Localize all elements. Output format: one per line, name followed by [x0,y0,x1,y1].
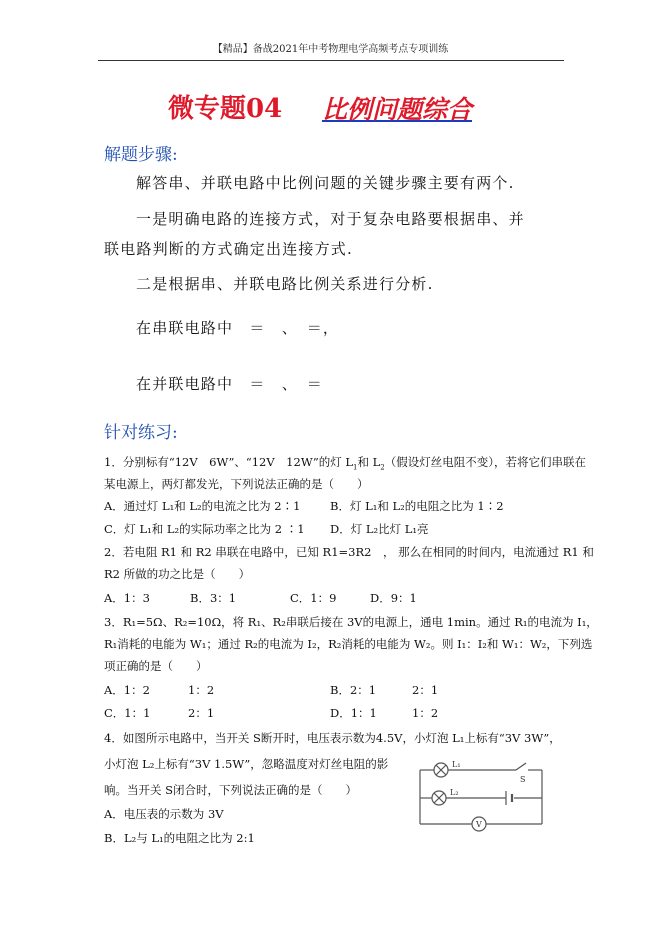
q4-stem-line-1: 4．如图所示电路中，当开关 S断开时，电压表示数为4.5V，小灯泡 L₁上标有“3V 3W”， [104,731,561,745]
q4-option-a: A．电压表的示数为 3V [104,807,224,821]
switch-icon [516,763,526,770]
q1-option-a: A．通过灯 L₁和 L₂的电流之比为 2∶1 [104,499,301,513]
q4-stem-line-3: 响。当开关 S闭合时，下列说法正确的是（ ） [104,783,358,797]
q3-option-b-second: 2：1 [412,683,439,697]
q1-option-c: C．灯 L₁和 L₂的实际功率之比为 2 ∶1 [104,522,305,536]
q2-option-a: A．1：3 [104,591,150,605]
circuit-label-s: S [520,775,526,784]
q2-option-d: D．9：1 [370,591,417,605]
steps-paragraph-2b: 联电路判断的方式确定出连接方式. [104,240,353,258]
page-subtitle: 比例问题综合 [322,95,473,124]
q3-option-c-second: 2：1 [188,706,215,720]
q4-stem-line-2: 小灯泡 L₂上标有“3V 1.5W”，忽略温度对灯丝电阻的影 [104,757,389,771]
circuit-label-l1: L₁ [452,760,461,769]
q1-stem-line-2: 某电源上，两灯都发光，下列说法正确的是（ ） [104,477,369,491]
steps-heading: 解题步骤: [104,145,178,165]
q3-option-a-second: 1：2 [188,683,215,697]
steps-paragraph-2a: 一是明确电路的连接方式，对于复杂电路要根据串、并 [136,210,525,228]
q3-stem-line-1: 3．R₁=5Ω、R₂=10Ω，将 R₁、R₂串联后接在 3V的电源上，通电 1min。通过 R₁的电流为 I₁， [104,615,598,629]
q2-option-b: B．3：1 [190,591,237,605]
steps-paragraph-3: 二是根据串、并联电路比例关系进行分析. [136,275,434,293]
q2-option-c: C．1：9 [290,591,337,605]
q1-option-d: D．灯 L₂比灯 L₁亮 [330,522,429,536]
q2-stem-line-1: 2．若电阻 R1 和 R2 串联在电路中，已知 R1=3R2 ， 那么在相同的时间内，电流通过 R1 和 [104,545,594,559]
q3-option-b-first: B．2：1 [330,683,377,697]
q3-option-c-first: C．1：1 [104,706,151,720]
steps-paragraph-1: 解答串、并联电路中比例问题的关键步骤主要有两个. [136,174,515,192]
circuit-label-v: V [476,820,482,829]
q3-stem-line-3: 项正确的是（ ） [104,659,208,673]
practice-heading: 针对练习: [104,423,178,443]
q3-option-d-first: D．1：1 [330,706,377,720]
page-title: 微专题04 [168,94,283,124]
q3-stem-line-2: R₁消耗的电能为 W₁；通过 R₂的电流为 I₂，R₂消耗的电能为 W₂。则 I₁：I₂和 W₁：W₂，下列选 [104,637,593,651]
header-rule [98,60,564,61]
series-ratio-line: 在串联电路中 ＝ 、 ＝， [136,319,340,337]
q1-option-b: B．灯 L₁和 L₂的电阻之比为 1∶2 [330,499,504,513]
circuit-label-l2: L₂ [450,788,459,797]
q2-stem-line-2: R2 所做的功之比是（ ） [104,567,251,581]
q4-option-b: B．L₂与 L₁的电阻之比为 2:1 [104,831,255,845]
parallel-ratio-line: 在并联电路中 ＝ 、 ＝ [136,375,323,393]
q3-option-a-first: A．1：2 [104,683,150,697]
q1-stem-line-1: 1．分别标有“12V 6W”、“12V 12W”的灯 $L_1$和 $L_2$（假设灯丝电阻不变），若将它们串联在 [104,455,587,472]
circuit-diagram [412,758,550,836]
page-header: 【精品】备战2021年中考物理电学高频考点专项训练 [212,44,449,55]
q3-option-d-second: 1：2 [412,706,439,720]
